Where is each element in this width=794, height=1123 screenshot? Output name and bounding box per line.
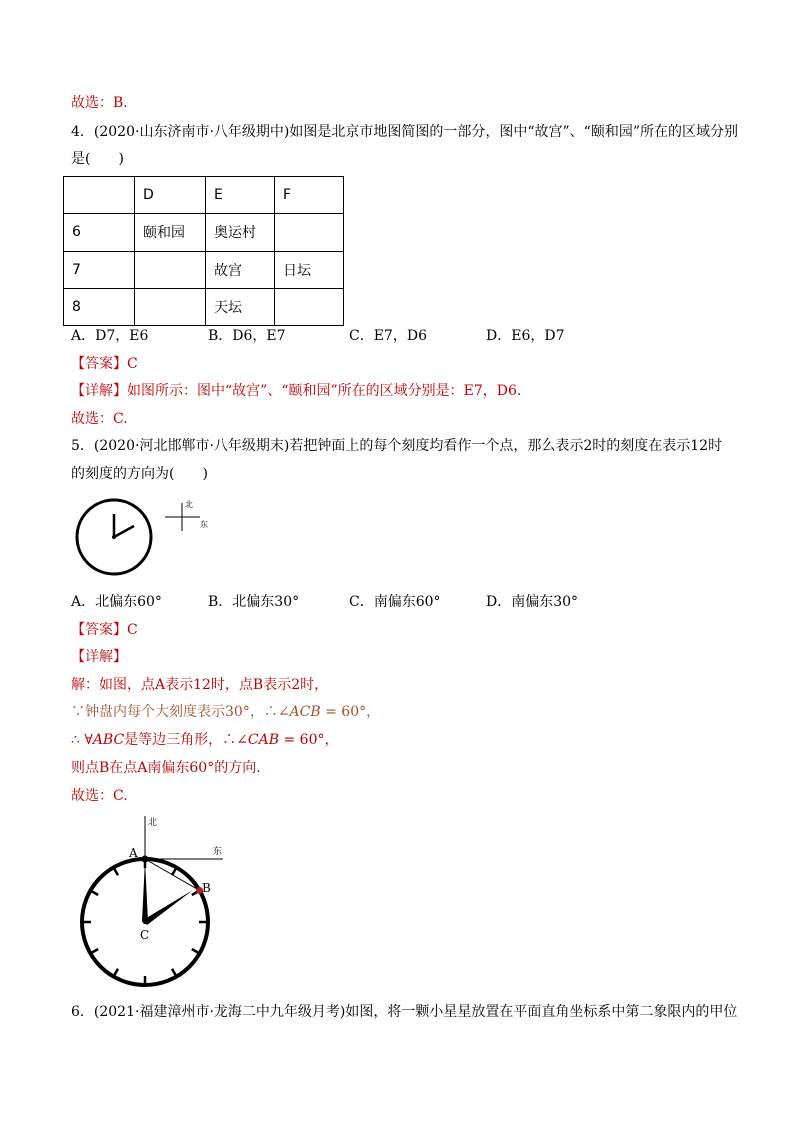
minute-hand [142, 860, 148, 922]
sol-text: ∵钟盘内每个大刻度表示30°，∴ [71, 704, 278, 720]
q5-option-b: B．北偏东30° [208, 594, 300, 610]
table-cell: 6 [64, 214, 135, 251]
table-row [64, 251, 344, 288]
clock-figure [74, 497, 154, 577]
answer-tag: 【答案】 [71, 356, 127, 372]
q5-conclusion: 故选：C. [71, 788, 128, 804]
q5-option-d: D．南偏东30° [486, 594, 579, 610]
compass-north-label: 北 [185, 500, 193, 509]
hour-hand [114, 526, 134, 537]
q5-option-c: C．南偏东60° [349, 594, 441, 610]
q4-answer-line [71, 355, 138, 373]
sol-math: ABC [92, 732, 125, 748]
table-cell [275, 214, 344, 251]
point-a [142, 856, 149, 863]
q5-stem-line1: 5．(2020·河北邯郸市·八年级期末)若把钟面上的每个刻度均看作一个点，那么表示2时的刻度在表示12时 [71, 438, 723, 454]
table-cell: 日坛 [275, 251, 344, 288]
q3-conclusion: 故选：B. [71, 95, 128, 111]
q5-answer-line [71, 621, 138, 639]
table-cell: 7 [64, 251, 135, 288]
q4-option-b: B．D6，E7 [208, 328, 286, 344]
table-cell: D [135, 177, 206, 214]
table-cell [135, 251, 206, 288]
q5-stem-line2: 的刻度的方向为( ) [71, 466, 208, 482]
solution-clock-diagram [75, 812, 235, 992]
sol-math: ∠CAB [236, 732, 280, 748]
q5-solution-line1: 解：如图，点A表示12时，点B表示2时， [71, 677, 329, 693]
detail-text: 如图所示：图中“故宫”、“颐和园”所在的区域分别是：E7，D6. [127, 383, 522, 399]
hour-hand [143, 890, 193, 925]
label-c: C [140, 928, 150, 942]
sol-math: ∠ACB [277, 704, 321, 720]
q4-option-c: C．E7，D6 [349, 328, 427, 344]
sol-text: 是等边三角形，∴ [124, 732, 237, 748]
label-b: B [202, 881, 211, 895]
table-row [64, 214, 344, 251]
map-grid-table [63, 176, 344, 326]
north-label: 北 [148, 818, 158, 828]
table-cell: F [275, 177, 344, 214]
q5-solution-line2 [71, 703, 380, 721]
table-cell: 8 [64, 288, 135, 325]
label-a: A [129, 846, 138, 860]
q5-detail-tag: 【详解】 [71, 649, 127, 665]
answer-value: C [127, 356, 138, 372]
q5-solution-line3 [71, 731, 338, 749]
east-label: 东 [213, 847, 223, 857]
table-cell: 故宫 [206, 251, 275, 288]
table-cell: 颐和园 [135, 214, 206, 251]
sol-text: = 60°， [320, 704, 381, 720]
table-header-row [64, 177, 344, 214]
compass-east-label: 东 [200, 520, 208, 529]
detail-tag: 【详解】 [71, 383, 127, 399]
q4-stem-line1: 4．(2020·山东济南市·八年级期中)如图是北京市地图简图的一部分，图中“故宫”、“颐和园”所在的区域分别 [71, 124, 738, 140]
q4-option-d: D．E6，D7 [486, 328, 565, 344]
compass-figure [162, 497, 212, 537]
q4-stem-line2: 是( ) [71, 151, 124, 167]
q6-stem-line1: 6．(2021·福建漳州市·龙海二中九年级月考)如图，将一颗小星星放置在平面直角坐标系中第二象限内的甲位 [71, 1004, 738, 1020]
table-cell: 奥运村 [206, 214, 275, 251]
table-cell: 天坛 [206, 288, 275, 325]
table-cell [135, 288, 206, 325]
answer-value: C [127, 622, 138, 638]
table-cell [275, 288, 344, 325]
q4-detail-line [71, 382, 521, 400]
table-row [64, 288, 344, 325]
sol-text: ∴ ∀ [71, 732, 93, 748]
point-c [143, 920, 147, 924]
table-cell: E [206, 177, 275, 214]
q4-option-a: A．D7，E6 [71, 328, 149, 344]
q4-conclusion: 故选：C. [71, 411, 128, 427]
answer-tag: 【答案】 [71, 622, 127, 638]
q5-option-a: A．北偏东60° [71, 594, 162, 610]
clock-center [112, 535, 116, 539]
table-cell [64, 177, 135, 214]
sol-text: = 60°， [279, 732, 339, 748]
q5-solution-line4: 则点B在点A南偏东60°的方向. [71, 760, 261, 776]
